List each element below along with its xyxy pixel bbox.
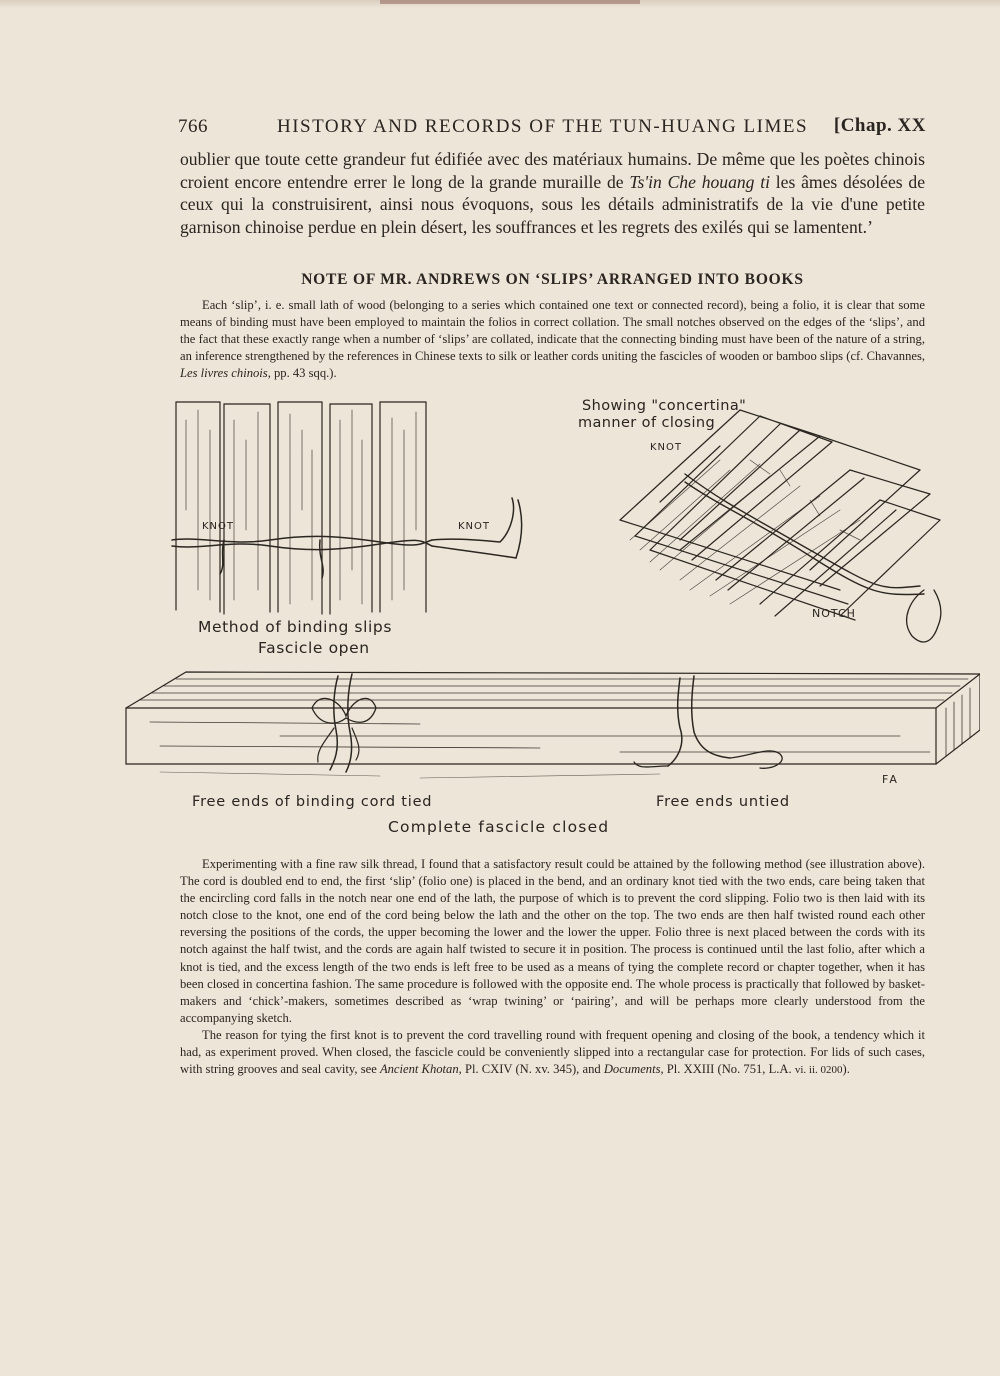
french-quote <box>180 148 925 238</box>
note-heading: NOTE OF MR. ANDREWS ON ‘SLIPS’ ARRANGED INTO BOOKS <box>301 271 804 288</box>
knot-label-concertina: KNOT <box>650 442 683 453</box>
free-ends-untied-caption: Free ends untied <box>656 794 790 810</box>
note-text-end: , pp. 43 sqq.). <box>267 366 337 380</box>
body-p2-text-b: , Pl. CXIV (N. xv. 345), and <box>458 1062 604 1077</box>
free-ends-tied-caption: Free ends of binding cord tied <box>192 794 433 810</box>
open-fascicle-slips <box>176 402 426 614</box>
fascicle-open-caption: Fascicle open <box>258 639 370 657</box>
body-paragraph-2 <box>180 1027 925 1079</box>
note-reference: Les livres chinois <box>180 366 268 380</box>
body-p2-smallcaps: vi. ii. 0200 <box>794 1064 843 1077</box>
body-p2-ref-documents: Documents <box>603 1062 661 1077</box>
body-paragraph-1: Experimenting with a fine raw silk thread, I found that a satisfactory result could be attained by the following method (see illustration above). The cord is doubled end to end, the first ‘slip’ (folio one) is placed in the bend, and an ordinary knot tied with the two ends, care being taken that the encircling cord falls in the notch near one end of the lath, the purpose of which is to prevent the cord slipping. Folio two is then laid with its notch close to the knot, one end of the cord being below the lath and the other on the top. The two ends are then half twisted round each other reversing the positions of the cords, the upper becoming the lower and the lower the upper. Folio three is next placed between the cords with its notch against the half twist, and the cords are again half twisted to secure it in position. The process is continued until the last folio, after which a knot is tied, and the excess length of the two ends is left free to be used as a means of tying the complete record or chapter together, when it has been closed in concertina fashion. The same procedure is followed with the opposite end. The whole process is practically that followed by basket-makers and ‘chick’-makers, sometimes described as ‘wrap twining’ or ‘pairing’, and will be perhaps more clearly understood from the accompanying sketch. <box>180 857 925 1025</box>
body-p2-text-d: ). <box>842 1062 850 1077</box>
running-title: HISTORY AND RECORDS OF THE TUN-HUANG LIMES <box>277 116 809 137</box>
binding-illustration <box>120 390 980 850</box>
notch-label: NOTCH <box>812 607 856 620</box>
concertina-caption-1: Showing "concertina" <box>582 398 747 414</box>
quote-text-2: les âmes désolées de ceux qui la construisirent, ainsi nous évoquons, sous les détails administratifs de la vie d'une petite garnison chinoise perdue en plein désert, les souffrances et les regrets des exilés qui se lamentent.’ <box>180 171 925 237</box>
method-caption: Method of binding slips <box>198 618 393 636</box>
knot-label-right: KNOT <box>458 521 491 532</box>
concertina-caption-2: manner of closing <box>578 415 716 431</box>
closed-fascicle <box>126 672 980 778</box>
artist-monogram: FA <box>882 773 899 786</box>
body-text <box>180 856 925 1079</box>
note-text: Each ‘slip’, i. e. small lath of wood (belonging to a series which contained one text or connected record), being a folio, it is clear that some means of binding must have been employed to maintain the folios in correct collation. The small notches observed on the edges of the ‘slips’, and the fact that these exactly range when a number of ‘slips’ are collated, indicate that the connecting binding must have been of the nature of a string, an inference strengthened by the references in Chinese texts to silk or leather cords uniting the fascicles of wooden or bamboo slips (cf. Chavannes, <box>180 298 925 363</box>
chapter-label: [Chap. XX <box>833 115 926 136</box>
page-top-edge <box>0 0 1000 8</box>
body-p2-text-c: , Pl. XXIII (No. 751, L.A. <box>660 1062 795 1077</box>
running-header <box>178 112 926 142</box>
knot-label-left: KNOT <box>202 521 235 532</box>
quote-text-1: oublier que toute cette grandeur fut édifiée avec des matériaux humains. De même que les poètes chinois croient encore entendre errer le long de la grande muraille de <box>180 149 925 192</box>
body-p2-text-a: The reason for tying the first knot is to prevent the cord travelling round with frequent opening and closing of the book, a tendency which it had, as experiment proved. When closed, the fascicle could be conveniently slipped into a rectangular case for protection. For lids of such cases, with string grooves and seal cavity, see <box>180 1027 925 1077</box>
note-paragraph <box>180 297 925 382</box>
fascicle-closed-caption: Complete fascicle closed <box>388 818 610 836</box>
page-number: 766 <box>178 116 208 137</box>
quote-emphasis: Ts'in Che houang ti <box>629 171 771 192</box>
body-p2-ref-khotan: Ancient Khotan <box>379 1062 459 1077</box>
